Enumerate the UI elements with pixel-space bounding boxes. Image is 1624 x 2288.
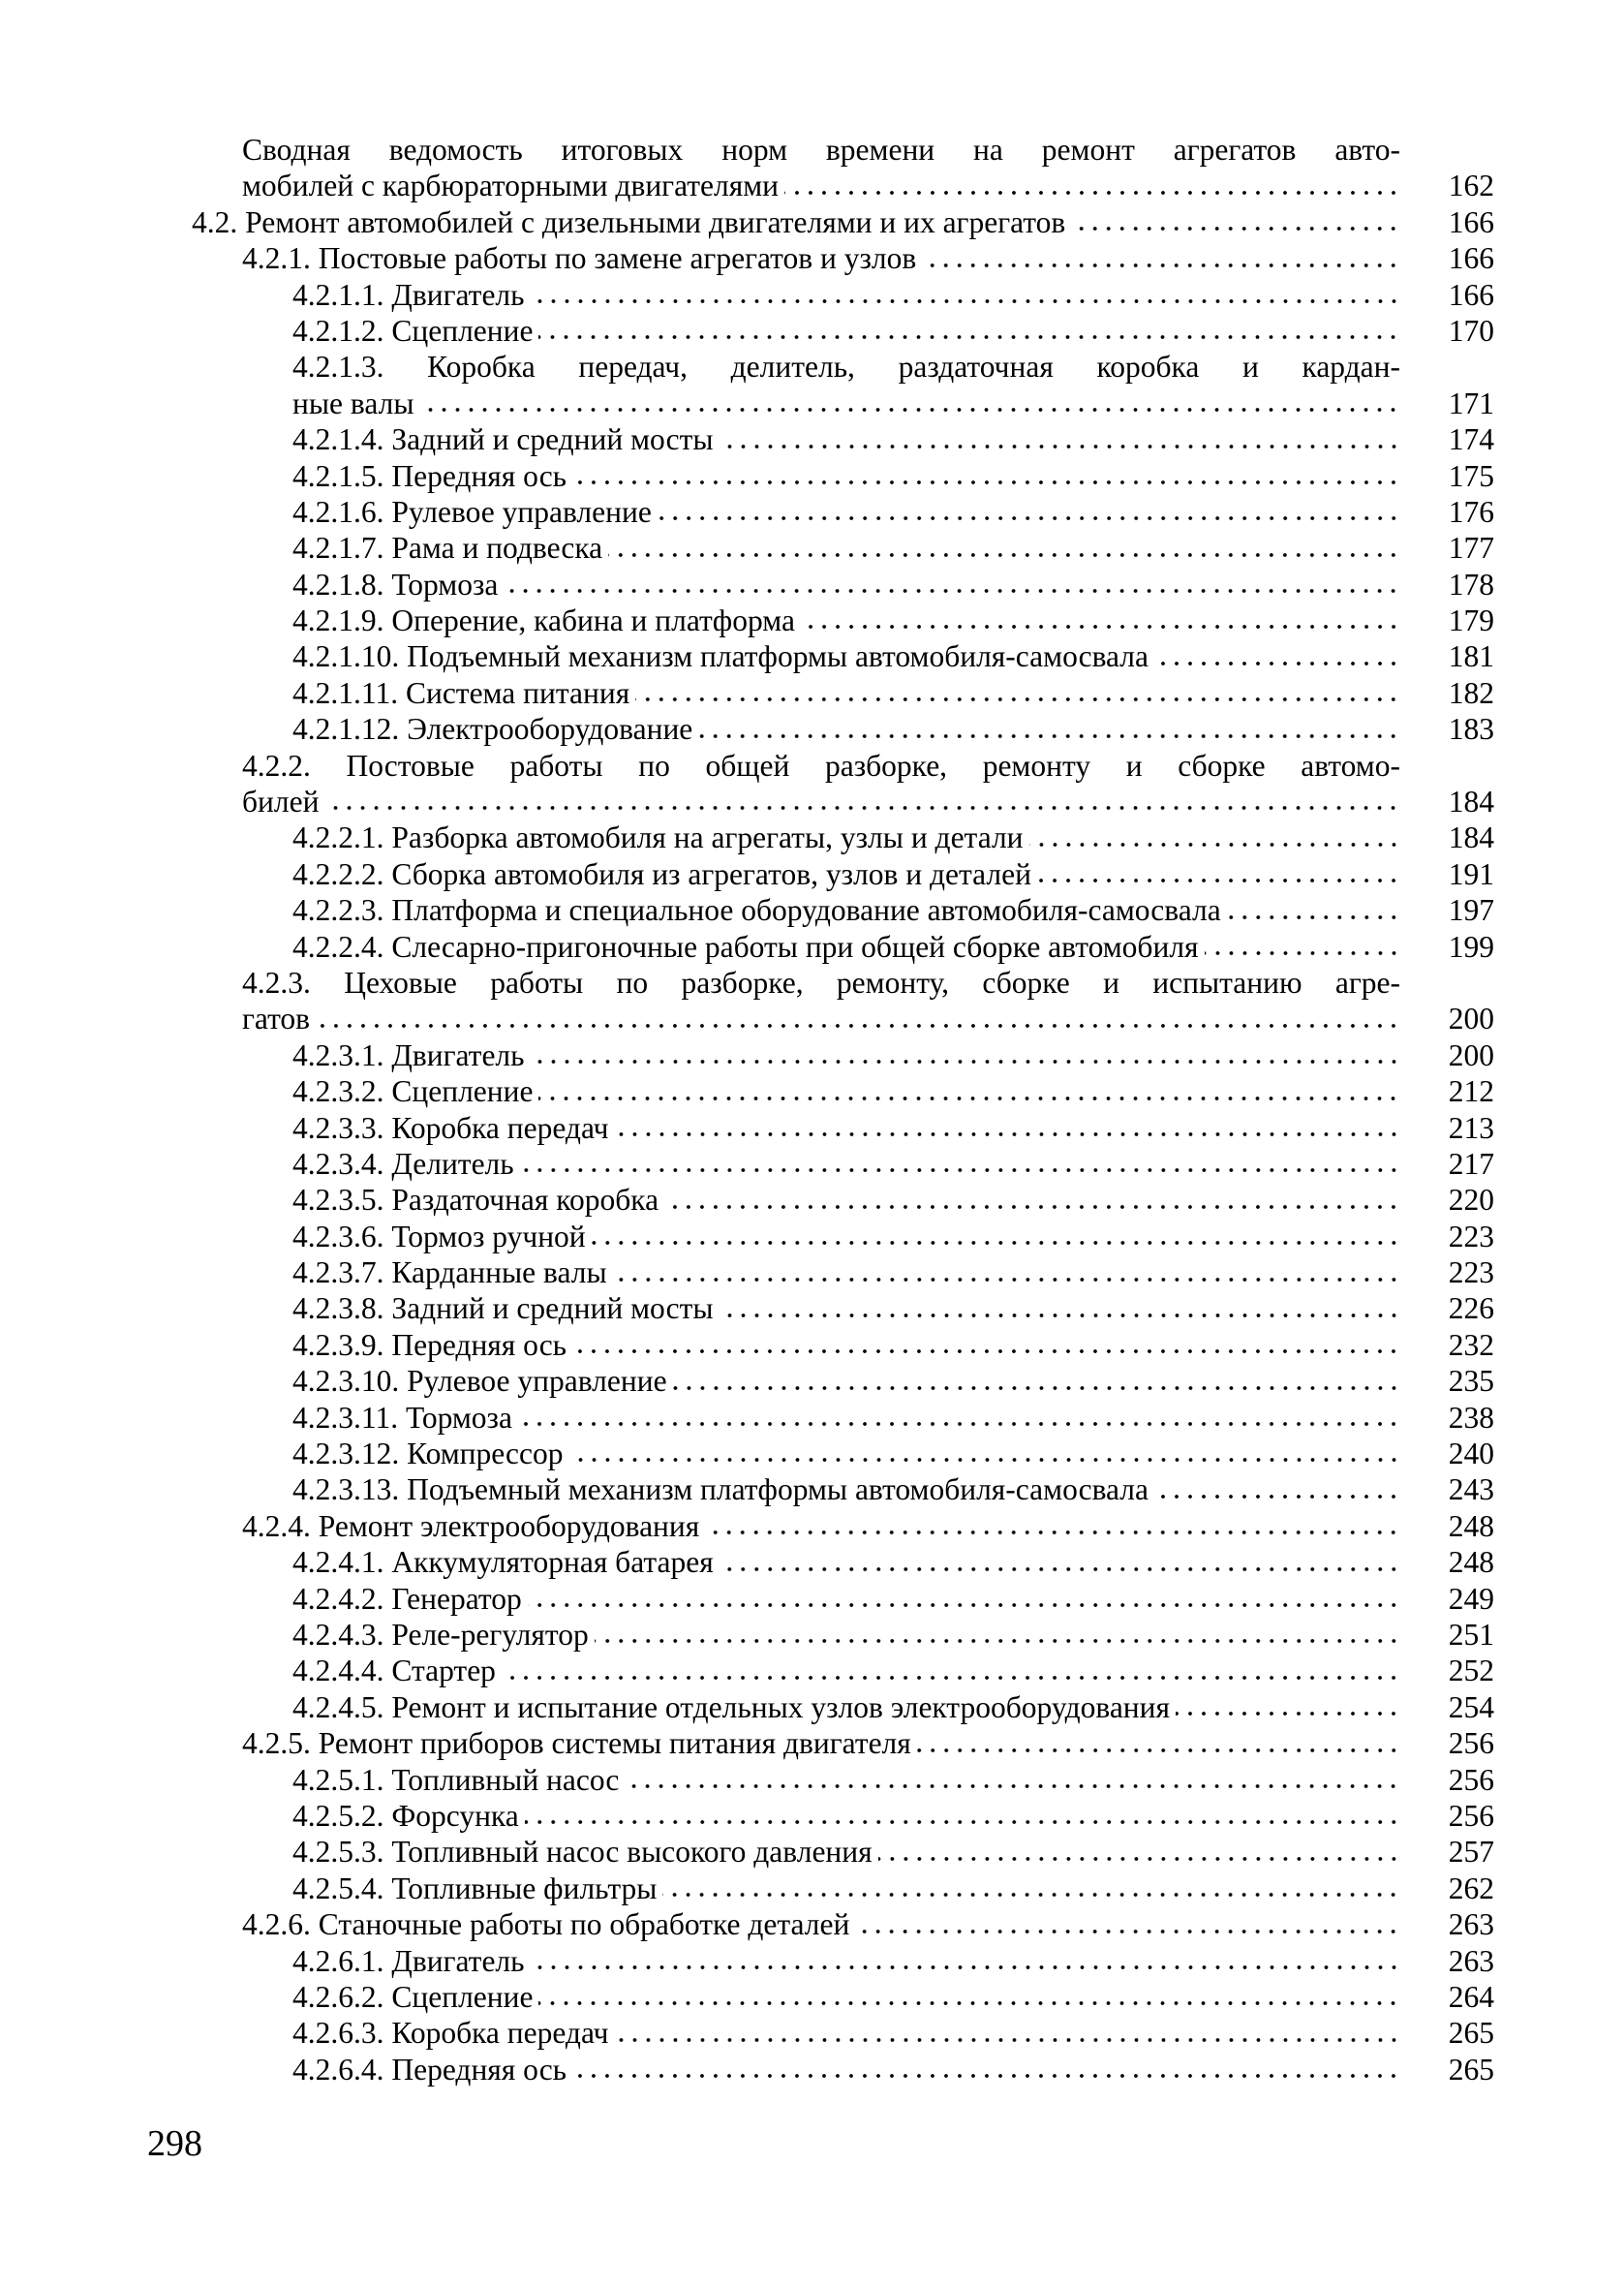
toc-entry-title: 4.2.5.1. Топливный насос xyxy=(292,1762,620,1797)
toc-page-number: 200 xyxy=(1448,1037,1494,1072)
dot-leader xyxy=(531,1964,1400,1970)
toc-entry-line xyxy=(0,638,1624,674)
toc-entry xyxy=(0,530,1624,566)
toc-entry-title: 4.2.3.6. Тормоз ручной xyxy=(292,1219,586,1253)
toc-entry xyxy=(0,675,1624,711)
dot-leader xyxy=(1176,1711,1400,1716)
toc-entry xyxy=(0,1219,1624,1254)
toc-entry xyxy=(0,132,1624,204)
toc-entry-line xyxy=(0,1146,1624,1182)
toc-entry-title: 4.2.3.5. Раздаточная коробка xyxy=(292,1183,659,1218)
toc-page-number: 170 xyxy=(1448,313,1494,348)
toc-page-number: 184 xyxy=(1448,820,1494,855)
dot-leader xyxy=(538,334,1400,340)
toc-page-number: 263 xyxy=(1448,1943,1494,1978)
toc-entry-line xyxy=(0,204,1624,240)
toc-entry-line xyxy=(0,1219,1624,1254)
toc-entry-line xyxy=(0,603,1624,638)
toc-entry xyxy=(0,1689,1624,1725)
toc-entry-line xyxy=(0,1871,1624,1906)
toc-entry-line xyxy=(0,168,1624,203)
toc-entry-line xyxy=(0,1110,1624,1146)
toc-page-number: 184 xyxy=(1448,785,1494,819)
dot-leader xyxy=(720,1566,1400,1572)
dot-leader xyxy=(538,1096,1400,1101)
toc-entry-line xyxy=(0,494,1624,530)
toc-page-number: 262 xyxy=(1448,1871,1494,1905)
toc-entry-title: 4.2.1.7. Рама и подвеска xyxy=(292,531,603,566)
toc-entry-line xyxy=(0,240,1624,276)
toc-entry-line xyxy=(0,675,1624,711)
toc-entry-title: 4.2.1.8. Тормоза xyxy=(292,567,499,602)
toc-entry-line xyxy=(0,1581,1624,1617)
toc-entry xyxy=(0,1291,1624,1327)
toc-entry-line xyxy=(0,2015,1624,2051)
dot-leader xyxy=(528,1602,1400,1608)
toc-entry-line-wrapped xyxy=(0,349,1624,385)
dot-leader xyxy=(525,1819,1400,1825)
toc-entry xyxy=(0,1436,1624,1471)
toc-entry xyxy=(0,1327,1624,1363)
toc-entry-title: 4.2.1.5. Передняя ось xyxy=(292,458,567,493)
table-of-contents xyxy=(0,132,1624,2087)
dot-leader xyxy=(635,696,1400,702)
toc-entry-line xyxy=(0,1037,1624,1073)
dot-leader xyxy=(569,1457,1401,1463)
toc-entry-title: 4.2.6.2. Сцепление xyxy=(292,1979,534,2014)
toc-entry xyxy=(0,1653,1624,1688)
toc-page-number: 176 xyxy=(1448,494,1494,529)
dot-leader xyxy=(705,1530,1400,1535)
toc-entry-line xyxy=(0,1436,1624,1471)
toc-entry-title: 4.2.4.4. Стартер xyxy=(292,1654,496,1688)
toc-entry-line xyxy=(0,784,1624,819)
toc-page-number: 179 xyxy=(1448,603,1494,638)
toc-entry-line xyxy=(0,421,1624,457)
dot-leader xyxy=(531,298,1400,304)
toc-entry-line xyxy=(0,386,1624,421)
toc-page-number: 226 xyxy=(1448,1291,1494,1326)
toc-entry xyxy=(0,748,1624,820)
toc-page-number: 181 xyxy=(1448,639,1494,674)
toc-page-number: 199 xyxy=(1448,929,1494,964)
toc-entry-line-wrapped xyxy=(0,965,1624,1001)
toc-entry-title: 4.2.5.2. Форсунка xyxy=(292,1798,519,1833)
toc-entry-title: 4.2.1.6. Рулевое управление xyxy=(292,494,652,529)
toc-page-number: 248 xyxy=(1448,1508,1494,1543)
toc-page-number: 191 xyxy=(1448,856,1494,891)
toc-entry xyxy=(0,2052,1624,2087)
dot-leader xyxy=(658,515,1400,521)
toc-entry xyxy=(0,277,1624,313)
toc-entry-line xyxy=(0,1725,1624,1761)
toc-entry-line xyxy=(0,1617,1624,1653)
toc-page-number: 249 xyxy=(1448,1581,1494,1616)
dot-leader xyxy=(1071,226,1400,232)
toc-entry-title: 4.2.4.2. Генератор xyxy=(292,1581,522,1616)
toc-entry xyxy=(0,1363,1624,1399)
toc-entry-title: 4.2.3.12. Компрессор xyxy=(292,1437,564,1471)
toc-page-number: 235 xyxy=(1448,1364,1494,1399)
toc-entry-title: 4.2.3.1. Двигатель xyxy=(292,1037,525,1072)
dot-leader xyxy=(538,2000,1400,2006)
toc-entry-title: 4.2.3.4. Делитель xyxy=(292,1146,514,1181)
toc-entry-title: мобилей с карбюраторными двигателями xyxy=(242,169,780,203)
toc-entry xyxy=(0,1725,1624,1761)
toc-entry-line xyxy=(0,1182,1624,1218)
toc-entry-title: 4.2.1.10. Подъемный механизм платформы автомобиля-самосвала xyxy=(292,639,1149,674)
toc-entry-title: 4.2.4.3. Реле-регулятор xyxy=(292,1618,589,1652)
toc-entry-title: 4.2.6.4. Передняя ось xyxy=(292,2052,567,2087)
toc-page-number: 174 xyxy=(1448,422,1494,457)
toc-page-number: 162 xyxy=(1448,169,1494,203)
toc-entry-line xyxy=(0,313,1624,349)
toc-entry xyxy=(0,240,1624,276)
toc-entry-title: 4.2.1.4. Задний и средний мосты xyxy=(292,422,714,457)
toc-entry xyxy=(0,494,1624,530)
dot-leader xyxy=(662,1892,1400,1898)
toc-entry xyxy=(0,1508,1624,1544)
toc-entry-line xyxy=(0,1798,1624,1834)
toc-entry-line xyxy=(0,929,1624,965)
toc-entry-title: 4.2.3.8. Задний и средний мосты xyxy=(292,1291,714,1326)
toc-entry-title: 4.2.1.11. Система питания xyxy=(292,675,630,710)
dot-leader xyxy=(316,1023,1400,1029)
dot-leader xyxy=(615,1131,1400,1137)
toc-entry-line xyxy=(0,2052,1624,2087)
toc-page-number: 264 xyxy=(1448,1979,1494,2014)
toc-entry-line xyxy=(0,1001,1624,1036)
toc-entry xyxy=(0,638,1624,674)
toc-page-number: 232 xyxy=(1448,1327,1494,1362)
toc-page-number: 240 xyxy=(1448,1437,1494,1471)
dot-leader xyxy=(917,1747,1400,1753)
toc-entry xyxy=(0,2015,1624,2051)
dot-leader xyxy=(592,1240,1400,1246)
dot-leader xyxy=(1154,661,1400,666)
toc-page-number: 220 xyxy=(1448,1183,1494,1218)
dot-leader xyxy=(518,1421,1400,1427)
toc-entry xyxy=(0,1254,1624,1290)
toc-entry-line xyxy=(0,458,1624,494)
toc-entry-line-wrapped xyxy=(0,132,1624,168)
toc-page-number: 256 xyxy=(1448,1762,1494,1797)
toc-entry-title: 4.2. Ремонт автомобилей с дизельными двигателями и их агрегатов xyxy=(192,204,1066,239)
toc-entry-line xyxy=(0,1508,1624,1544)
toc-entry-title: 4.2.3.7. Карданные валы xyxy=(292,1255,607,1290)
toc-entry-title: 4.2.2. Постовые работы по общей разборке, ремонту и сборке автомо- xyxy=(242,748,1400,783)
toc-entry-line xyxy=(0,1363,1624,1399)
toc-entry-line xyxy=(0,711,1624,747)
dot-leader xyxy=(595,1638,1400,1644)
toc-entry xyxy=(0,1834,1624,1870)
dot-leader xyxy=(1037,878,1400,883)
dot-leader xyxy=(673,1385,1400,1391)
toc-entry-title: 4.2.1.2. Сцепление xyxy=(292,313,534,348)
toc-entry xyxy=(0,1544,1624,1580)
toc-entry-title: 4.2.2.4. Слесарно-пригоночные работы при общей сборке автомобиля xyxy=(292,929,1199,964)
toc-entry-title: 4.2.3.11. Тормоза xyxy=(292,1400,512,1435)
toc-entry xyxy=(0,929,1624,965)
toc-entry xyxy=(0,1400,1624,1436)
toc-page-number: 197 xyxy=(1448,893,1494,928)
toc-entry-line xyxy=(0,1073,1624,1109)
toc-entry-title: 4.2.5.4. Топливные фильтры xyxy=(292,1871,658,1905)
toc-entry-line xyxy=(0,1653,1624,1688)
toc-page-number: 243 xyxy=(1448,1472,1494,1507)
toc-entry-line xyxy=(0,1254,1624,1290)
dot-leader xyxy=(504,588,1400,594)
toc-entry-line xyxy=(0,1689,1624,1725)
toc-entry-title: 4.2.1. Постовые работы по замене агрегатов и узлов xyxy=(242,241,917,276)
toc-page-number: 183 xyxy=(1448,712,1494,747)
dot-leader xyxy=(531,1059,1400,1065)
toc-entry-line xyxy=(0,567,1624,603)
toc-page-number: 212 xyxy=(1448,1074,1494,1109)
toc-entry xyxy=(0,1943,1624,1979)
toc-page-number: 256 xyxy=(1448,1726,1494,1761)
toc-entry-title: 4.2.1.3. Коробка передач, делитель, раздаточная коробка и кардан- xyxy=(292,350,1400,385)
toc-entry xyxy=(0,1798,1624,1834)
toc-page-number: 256 xyxy=(1448,1798,1494,1833)
toc-entry xyxy=(0,1073,1624,1109)
toc-page-number: 182 xyxy=(1448,675,1494,710)
dot-leader xyxy=(801,624,1400,630)
dot-leader xyxy=(502,1675,1400,1681)
toc-entry-title: 4.2.6.3. Коробка передач xyxy=(292,2016,609,2051)
toc-entry-title: 4.2.1.12. Электрооборудование xyxy=(292,712,693,747)
toc-entry-title: 4.2.2.3. Платформа и специальное оборудование автомобиля-самосвала xyxy=(292,893,1221,928)
toc-entry-line xyxy=(0,530,1624,566)
toc-page-number: 251 xyxy=(1448,1618,1494,1652)
toc-entry-title: 4.2.6.1. Двигатель xyxy=(292,1943,525,1978)
toc-page-number: 254 xyxy=(1448,1689,1494,1724)
toc-entry xyxy=(0,458,1624,494)
dot-leader xyxy=(878,1856,1400,1862)
toc-page-number: 166 xyxy=(1448,277,1494,312)
toc-entry-title: ные валы xyxy=(292,386,414,420)
toc-page-number: 238 xyxy=(1448,1400,1494,1435)
toc-entry-title: 4.2.3.3. Коробка передач xyxy=(292,1110,609,1145)
dot-leader xyxy=(664,1204,1400,1210)
toc-entry xyxy=(0,1182,1624,1218)
dot-leader xyxy=(625,1783,1400,1789)
toc-entry-title: 4.2.3.9. Передняя ось xyxy=(292,1327,567,1362)
toc-page-number: 178 xyxy=(1448,567,1494,602)
toc-page-number: 171 xyxy=(1448,386,1494,420)
dot-leader xyxy=(1205,950,1400,956)
toc-entry-line-wrapped xyxy=(0,748,1624,784)
toc-entry xyxy=(0,204,1624,240)
toc-entry-title: 4.2.4.5. Ремонт и испытание отдельных узлов электрооборудования xyxy=(292,1689,1171,1724)
toc-entry-title: 4.2.5.3. Топливный насос высокого давления xyxy=(292,1835,873,1870)
toc-page-number: 223 xyxy=(1448,1219,1494,1253)
toc-entry-title: 4.2.3.10. Рулевое управление xyxy=(292,1364,667,1399)
toc-entry-title: 4.2.4.1. Аккумуляторная батарея xyxy=(292,1545,714,1580)
toc-entry-line xyxy=(0,1471,1624,1507)
toc-entry xyxy=(0,1471,1624,1507)
toc-entry-title: 4.2.5. Ремонт приборов системы питания двигателя xyxy=(242,1726,911,1761)
toc-page-number: 166 xyxy=(1448,204,1494,239)
toc-page-number: 265 xyxy=(1448,2016,1494,2051)
toc-page-number: 166 xyxy=(1448,241,1494,276)
toc-entry xyxy=(0,711,1624,747)
toc-entry-line xyxy=(0,1906,1624,1942)
toc-entry xyxy=(0,567,1624,603)
toc-page-number: 265 xyxy=(1448,2052,1494,2087)
dot-leader xyxy=(855,1929,1400,1934)
toc-entry-title: билей xyxy=(242,785,320,819)
toc-entry-line xyxy=(0,1834,1624,1870)
toc-entry xyxy=(0,1906,1624,1942)
dot-leader xyxy=(720,444,1401,449)
toc-entry xyxy=(0,1110,1624,1146)
toc-entry-line xyxy=(0,819,1624,855)
toc-page-number: 177 xyxy=(1448,531,1494,566)
dot-leader xyxy=(784,190,1400,196)
toc-entry xyxy=(0,1617,1624,1653)
toc-entry-line xyxy=(0,1979,1624,2015)
toc-entry xyxy=(0,1762,1624,1798)
toc-entry-title: 4.2.2.1. Разборка автомобиля на агрегаты, узлы и детали xyxy=(292,820,1024,855)
dot-leader xyxy=(572,479,1400,485)
toc-page-number: 248 xyxy=(1448,1545,1494,1580)
dot-leader xyxy=(520,1167,1400,1173)
dot-leader xyxy=(419,407,1400,413)
toc-entry-title: 4.2.4. Ремонт электрооборудования xyxy=(242,1508,700,1543)
dot-leader xyxy=(720,1313,1401,1318)
toc-page-number: 223 xyxy=(1448,1255,1494,1290)
toc-entry-line xyxy=(0,1327,1624,1363)
toc-entry-line xyxy=(0,1400,1624,1436)
toc-entry-line xyxy=(0,856,1624,892)
toc-page-number: 200 xyxy=(1448,1002,1494,1036)
toc-entry xyxy=(0,349,1624,421)
toc-entry-title: 4.2.3. Цеховые работы по разборке, ремонту, сборке и испытанию агре- xyxy=(242,965,1400,1000)
toc-entry xyxy=(0,965,1624,1037)
toc-entry xyxy=(0,856,1624,892)
dot-leader xyxy=(572,2073,1400,2079)
dot-leader xyxy=(608,552,1400,558)
toc-page-number: 217 xyxy=(1448,1146,1494,1181)
dot-leader xyxy=(1227,914,1400,920)
toc-page-number: 213 xyxy=(1448,1110,1494,1145)
toc-entry-title: гатов xyxy=(242,1002,311,1036)
toc-entry-line xyxy=(0,1291,1624,1327)
toc-entry-title: Сводная ведомость итоговых норм времени на ремонт агрегатов авто- xyxy=(242,132,1400,167)
toc-entry xyxy=(0,892,1624,928)
toc-entry xyxy=(0,421,1624,457)
toc-page-number: 252 xyxy=(1448,1654,1494,1688)
toc-entry-line xyxy=(0,1943,1624,1979)
dot-leader xyxy=(572,1348,1400,1354)
toc-entry-title: 4.2.1.9. Оперение, кабина и платформа xyxy=(292,603,795,638)
toc-entry xyxy=(0,1581,1624,1617)
toc-page-number: 263 xyxy=(1448,1907,1494,1942)
toc-entry xyxy=(0,313,1624,349)
toc-entry-title: 4.2.2.2. Сборка автомобиля из агрегатов, узлов и деталей xyxy=(292,856,1031,891)
toc-page-number: 175 xyxy=(1448,458,1494,493)
toc-entry xyxy=(0,1871,1624,1906)
dot-leader xyxy=(613,1277,1400,1283)
dot-leader xyxy=(615,2037,1400,2043)
toc-entry-line xyxy=(0,1762,1624,1798)
dot-leader xyxy=(324,805,1400,811)
toc-entry-line xyxy=(0,892,1624,928)
toc-entry xyxy=(0,819,1624,855)
toc-entry xyxy=(0,603,1624,638)
toc-entry-line xyxy=(0,277,1624,313)
dot-leader xyxy=(1154,1494,1400,1500)
toc-entry xyxy=(0,1037,1624,1073)
dot-leader xyxy=(698,733,1400,739)
page-number: 298 xyxy=(147,2123,202,2164)
toc-entry-line xyxy=(0,1544,1624,1580)
toc-entry xyxy=(0,1979,1624,2015)
toc-page-number: 257 xyxy=(1448,1835,1494,1870)
toc-entry xyxy=(0,1146,1624,1182)
toc-entry-title: 4.2.3.13. Подъемный механизм платформы автомобиля-самосвала xyxy=(292,1472,1149,1507)
toc-entry-title: 4.2.3.2. Сцепление xyxy=(292,1074,534,1109)
dot-leader xyxy=(922,263,1400,268)
toc-entry-title: 4.2.1.1. Двигатель xyxy=(292,277,525,312)
toc-entry-title: 4.2.6. Станочные работы по обработке деталей xyxy=(242,1907,850,1942)
dot-leader xyxy=(1029,842,1400,848)
